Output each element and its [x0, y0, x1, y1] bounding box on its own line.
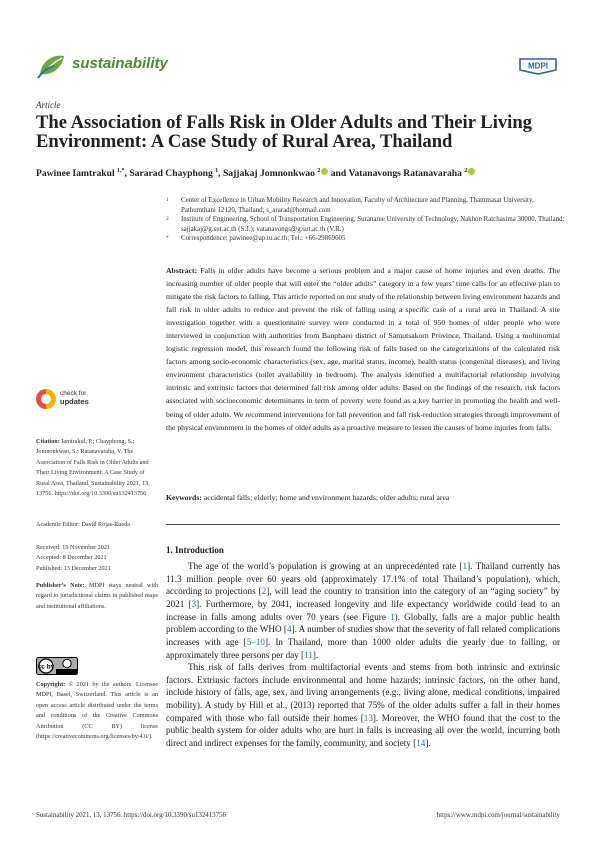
abstract-text: Falls in older adults have become a serious problem and a major cause of home injuries and even deaths. The increasing number of older people that will enter the “older adults” category in a few years’ time calls for an effective plan to mitigate the risk factors to falling. This article reported on our study of the relationship between living environment hazards and fall risk in older adults to reduce and prevent the risk of falling using a specific case of a rural area in Thailand. A site investigation together with a questionnaire survey were conducted in a total of 950 homes of older people who were interviewed in conjunction with authorities from Banphaeo district of Samutsakorn Province, Thailand. Using a multinomial logistic regression model, this research found the following risk of falls based on the categorizations of the calculated risk factors among socio-economic characteristics (sex, age, marital status, income), health status (congenital diseases), and living environment characteristics (toilet availability in bedroom). The analysis identified a multifactorial relationship involving intrinsic and extrinsic factors that determined fall risk among older adults. Based on the findings of the research, risk factors associated with socioeconomic determinants in term of poverty were found as a key barrier in promoting the health and well-being of older adults. We recommend interventions for fall prevention and fall risk-reduction strategies through improvement of the physical environment in the homes of older adults as a proactive measure to lessen the causes of home injuries from falls.: [166, 266, 561, 432]
published-date: Published: 13 December 2021: [36, 564, 111, 572]
cc-by-license-icon[interactable]: [36, 657, 78, 675]
reference-link[interactable]: 4: [286, 624, 292, 635]
section-heading: 1. Introduction: [166, 545, 224, 555]
orcid-icon[interactable]: [468, 168, 475, 175]
section-divider: [166, 524, 560, 525]
author-affiliation-mark: 1: [215, 168, 219, 174]
affiliation-number: *: [166, 235, 169, 242]
abstract: [166, 264, 560, 434]
keywords-label: Keywords:: [166, 493, 202, 502]
affiliations: [166, 196, 566, 244]
citation-block: [36, 437, 158, 499]
affiliation-number: 2: [166, 216, 169, 223]
check-for-updates-button[interactable]: [36, 387, 122, 413]
author-affiliation-mark: 2: [464, 168, 468, 174]
copyright-text: © 2021 by the authors. Licensee MDPI, Basel, Switzerland. This article is an open access article distributed under the terms and conditions of the Creative Commons Attribution (CC BY) license (https://creativecommons.org/licenses/by/4.0/).: [36, 681, 158, 741]
affiliation-item: [166, 234, 566, 244]
copyright-label: Copyright:: [36, 681, 66, 688]
intro-paragraph-2: This risk of falls derives from multifactorial events and stems from both intrinsic and extrinsic factors. Extrinsic factors include environmental and home hazards; intrinsic factors, on the other hand, include history of falls, age, sex, and living arrangements (e.g., living alone, medical conditions, impaired mobility). A study by Hill et al., (2013) reported that 75% of the older adults suffer a fall in their homes compared with those who fall outside their homes [13]. Moreover, the WHO found that the cost to the public health system for older adults who are hurt in falls is increasing all over the world, incurring both direct and indirect expenses for the family, community, and society [14].: [166, 662, 560, 748]
footer-journal-url[interactable]: https://www.mdpi.com/journal/sustainability: [436, 812, 560, 819]
abstract-label: Abstract:: [166, 266, 198, 275]
affiliation-text: Institute of Engineering, School of Transportation Engineering, Suranaree University of Technology, Nakhon Ratchasima 30000, Thailand; sajjakaj@g.sut.ac.th (S.J.); vatanavongs@g.sut.ac.th (V.R.): [181, 216, 565, 233]
affiliation-text: Center of Excellence in Urban Mobility Research and Innovation, Faculty of Architecture and Planning, Thammasat University, Pathumthani 12120, Thailand; s_ararad@hotmail.com: [181, 197, 534, 214]
publisher-logo[interactable]: [518, 58, 558, 75]
affiliation-item: [166, 196, 566, 215]
leaf-icon: [36, 50, 68, 82]
keywords: [166, 493, 560, 502]
academic-editor: Academic Editor: David Rojas-Rueda: [36, 521, 130, 528]
publisher-name: MDPI: [528, 61, 548, 71]
publication-dates: [36, 543, 158, 574]
article-type: Article: [36, 100, 61, 110]
cc-label: cc by: [37, 663, 55, 671]
author-name[interactable]: Vatanavongs Ratanavaraha: [348, 168, 462, 180]
journal-logo[interactable]: [36, 48, 226, 84]
author-list: Pawinee Iamtrakul $^{1,*}$, Sararad Chayphong $^1$, Sajjakaj Jomnonkwao $^2$ and Vatanavongs Ratanavaraha $^2$: [36, 168, 576, 179]
reference-link[interactable]: 1: [462, 561, 468, 571]
publisher-note-text: MDPI stays neutral with regard to jurisdictional claims in published maps and institutional affiliations.: [36, 582, 159, 610]
figure-link[interactable]: 1: [390, 611, 395, 622]
copyright-block: [36, 680, 158, 742]
check-updates-icon: [36, 389, 56, 409]
accepted-date: Accepted: 8 December 2021: [36, 554, 107, 562]
footer-citation[interactable]: Sustainability 2021, 13, 13756. https://doi.org/10.3390/su132413756: [36, 812, 226, 819]
keywords-text: accidental falls; elderly; home and environment hazards; older adults; rural area: [203, 493, 450, 502]
author-name[interactable]: Pawinee Iamtrakul: [36, 168, 115, 180]
reference-link[interactable]: 5–10: [246, 636, 265, 647]
citation-label: Citation:: [36, 438, 60, 445]
reference-link[interactable]: 2: [261, 586, 267, 597]
reference-link[interactable]: 11: [304, 649, 313, 660]
reference-link[interactable]: 3: [191, 598, 197, 609]
orcid-icon[interactable]: [321, 168, 328, 175]
correspondence-text: Correspondence: pawinee@ap.tu.ac.th; Tel.: +66-29869605: [181, 235, 346, 243]
reference-link[interactable]: 13: [363, 712, 373, 723]
affiliation-number: 1: [166, 197, 169, 203]
received-date: Received: 19 November 2021: [36, 544, 111, 551]
reference-link[interactable]: 14: [416, 737, 426, 748]
check-updates-line1: check for: [60, 390, 87, 397]
publisher-note-label: Publisher’s Note:: [36, 582, 85, 589]
author-affiliation-mark: 1,*: [117, 168, 125, 174]
author-affiliation-mark: 2: [317, 168, 321, 174]
affiliation-item: [166, 215, 566, 234]
intro-paragraph-1: The age of the world’s population is growing at an unprecedented rate [1]. Thailand currently has 11.3 million people over 60 years old (approximately 17.1% of total Thailand’s population), which, according to projections [2], will lead the country to transition into the category of an “aging society” by 2021 [3]. Furthermore, by 2041, increased longevity and life expectancy worldwide could lead to an increase in falls among adults over 70 years (see Figure 1). Globally, falls are a major public health problem according to the WHO [4]. A number of studies show that the severity of fall related complications increases with age [5–10]. In Thailand, more than 1000 older adults die yearly due to falling, or approximately three persons per day [11].: [166, 561, 561, 660]
check-updates-line2: updates: [60, 397, 89, 406]
article-title: The Association of Falls Risk in Older Adults and Their Living Environment: A Case Study of Rural Area, Thailand: [36, 112, 532, 152]
author-name[interactable]: Sararad Chayphong: [129, 168, 213, 180]
publisher-note: [36, 581, 158, 612]
journal-name: sustainability: [72, 55, 168, 72]
citation-text[interactable]: Iamtrakul, P.; Chayphong, S.; Jomnonkwao, S.; Ratanavaraha, V. The Association of Falls Risk in Older Adults and Their Living Environment: A Case Study of Rural Area, Thailand. Sustainability 2021, 13, 13756. https://doi.org/10.3390/su132413756: [36, 438, 150, 498]
author-name[interactable]: Sajjakaj Jomnonkwao: [222, 168, 315, 180]
